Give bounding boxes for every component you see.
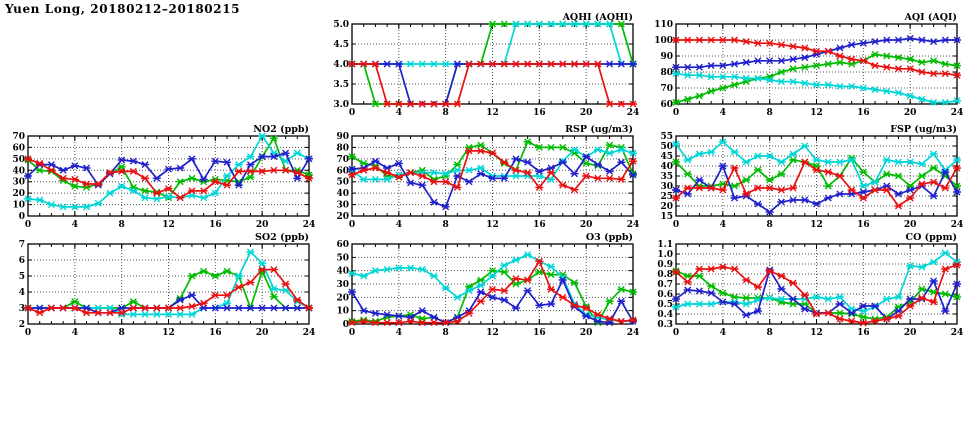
y-tick-label: 1.0 xyxy=(657,250,673,260)
y-tick-label: 50 xyxy=(336,253,349,264)
y-tick-label: 55 xyxy=(660,132,673,142)
y-tick-label: 10 xyxy=(336,306,349,317)
chart-title: SO2 (ppb) xyxy=(255,232,309,243)
x-tick-label: 16 xyxy=(857,220,870,230)
y-tick-label: 4.5 xyxy=(333,40,349,50)
y-tick-label: 20 xyxy=(336,212,349,222)
x-tick-label: 16 xyxy=(209,328,222,338)
x-tick-label: 0 xyxy=(348,220,356,230)
chart-title: O3 (ppb) xyxy=(585,232,633,243)
y-tick-label: 30 xyxy=(336,280,349,290)
x-tick-label: 24 xyxy=(950,328,964,338)
chart-aqhi xyxy=(324,10,649,118)
chart-no2 xyxy=(0,122,325,230)
y-tick-label: 45 xyxy=(660,152,673,162)
x-tick-label: 8 xyxy=(118,220,125,230)
chart-co xyxy=(648,230,973,338)
y-tick-label: 40 xyxy=(336,266,349,277)
chart-title: AQI (AQI) xyxy=(904,12,957,23)
y-tick-label: 3.0 xyxy=(333,100,349,110)
x-tick-label: 24 xyxy=(302,220,316,230)
y-tick-label: 80 xyxy=(660,68,673,78)
x-tick-label: 12 xyxy=(162,328,175,338)
y-tick-label: 50 xyxy=(660,142,673,152)
x-tick-label: 12 xyxy=(486,220,499,230)
x-tick-label: 12 xyxy=(486,108,499,118)
x-tick-label: 0 xyxy=(672,220,680,230)
y-tick-label: 10 xyxy=(12,200,25,211)
chart-title: CO (ppm) xyxy=(905,232,957,243)
y-tick-label: 15 xyxy=(660,212,673,222)
y-tick-label: 35 xyxy=(660,172,673,182)
x-tick-label: 4 xyxy=(719,220,726,230)
y-tick-label: 0.3 xyxy=(657,320,673,330)
y-tick-label: 25 xyxy=(660,192,673,202)
x-tick-label: 8 xyxy=(766,220,773,230)
y-tick-label: 0.4 xyxy=(657,310,673,320)
y-tick-label: 90 xyxy=(336,132,349,142)
x-tick-label: 24 xyxy=(950,108,964,118)
chart-svg xyxy=(0,122,325,230)
x-tick-label: 24 xyxy=(626,220,640,230)
x-tick-label: 0 xyxy=(672,328,680,338)
x-tick-label: 8 xyxy=(442,220,449,230)
chart-svg xyxy=(324,10,649,118)
y-tick-label: 80 xyxy=(336,143,349,154)
y-tick-label: 5 xyxy=(18,272,25,282)
y-tick-label: 5.0 xyxy=(333,20,349,30)
chart-o3 xyxy=(324,230,649,338)
x-tick-label: 4 xyxy=(395,108,402,118)
y-tick-label: 30 xyxy=(336,200,349,211)
y-tick-label: 70 xyxy=(12,132,25,142)
x-tick-label: 16 xyxy=(857,328,870,338)
x-tick-label: 24 xyxy=(626,108,640,118)
x-tick-label: 20 xyxy=(579,328,593,338)
y-tick-label: 40 xyxy=(660,162,673,172)
y-tick-label: 0 xyxy=(342,320,349,330)
chart-title: AQHI (AQHI) xyxy=(562,12,633,23)
y-tick-label: 70 xyxy=(336,154,349,165)
y-tick-label: 60 xyxy=(336,240,349,250)
x-tick-label: 8 xyxy=(118,328,125,338)
x-tick-label: 24 xyxy=(626,328,640,338)
chart-so2 xyxy=(0,230,325,338)
y-tick-label: 0.7 xyxy=(657,280,673,290)
y-tick-label: 0.9 xyxy=(657,260,673,270)
x-tick-label: 12 xyxy=(810,108,823,118)
y-tick-label: 60 xyxy=(660,100,673,110)
chart-title: RSP (ug/m3) xyxy=(565,124,633,135)
x-tick-label: 20 xyxy=(903,328,917,338)
x-tick-label: 4 xyxy=(719,328,726,338)
y-tick-label: 0.8 xyxy=(657,270,673,280)
x-tick-label: 16 xyxy=(857,108,870,118)
y-tick-label: 1.1 xyxy=(657,240,673,250)
x-tick-label: 8 xyxy=(442,328,449,338)
chart-svg xyxy=(648,10,973,118)
x-tick-label: 0 xyxy=(348,108,356,118)
x-tick-label: 4 xyxy=(719,108,726,118)
x-tick-label: 8 xyxy=(766,328,773,338)
y-tick-label: 60 xyxy=(336,166,349,177)
y-tick-label: 7 xyxy=(18,240,25,250)
page-title: Yuen Long, 20180212–20180215 xyxy=(5,2,241,16)
chart-aqi xyxy=(648,10,973,118)
y-tick-label: 20 xyxy=(12,189,25,200)
y-tick-label: 3.5 xyxy=(333,80,349,90)
chart-svg xyxy=(324,230,649,338)
x-tick-label: 20 xyxy=(255,328,269,338)
x-tick-label: 0 xyxy=(24,220,32,230)
y-tick-label: 40 xyxy=(336,189,349,200)
y-tick-label: 0.6 xyxy=(657,290,673,300)
x-tick-label: 8 xyxy=(766,108,773,118)
chart-rsp xyxy=(324,122,649,230)
x-tick-label: 12 xyxy=(810,328,823,338)
y-tick-label: 50 xyxy=(12,154,25,165)
x-tick-label: 4 xyxy=(71,220,78,230)
x-tick-label: 16 xyxy=(209,220,222,230)
y-tick-label: 50 xyxy=(336,177,349,188)
x-tick-label: 20 xyxy=(903,220,917,230)
x-tick-label: 20 xyxy=(579,108,593,118)
chart-svg xyxy=(324,122,649,230)
y-tick-label: 20 xyxy=(336,293,349,304)
x-tick-label: 12 xyxy=(162,220,175,230)
x-tick-label: 0 xyxy=(672,108,680,118)
x-tick-label: 24 xyxy=(950,220,964,230)
y-tick-label: 90 xyxy=(660,52,673,62)
x-tick-label: 16 xyxy=(533,328,546,338)
y-tick-label: 0.5 xyxy=(657,300,673,310)
y-tick-label: 100 xyxy=(654,36,673,46)
chart-fsp xyxy=(648,122,973,230)
x-tick-label: 0 xyxy=(348,328,356,338)
y-tick-label: 70 xyxy=(660,84,673,94)
y-tick-label: 0 xyxy=(18,212,25,222)
chart-title: FSP (ug/m3) xyxy=(890,124,957,135)
y-tick-label: 3 xyxy=(18,304,25,314)
y-tick-label: 110 xyxy=(654,20,673,30)
y-tick-label: 6 xyxy=(18,256,25,266)
y-tick-label: 4.0 xyxy=(333,60,349,70)
chart-svg xyxy=(648,230,973,338)
chart-title: NO2 (ppb) xyxy=(253,124,309,135)
y-tick-label: 40 xyxy=(12,166,25,177)
x-tick-label: 4 xyxy=(395,328,402,338)
y-tick-label: 30 xyxy=(660,182,673,192)
chart-svg xyxy=(0,230,325,338)
x-tick-label: 8 xyxy=(442,108,449,118)
y-tick-label: 2 xyxy=(18,320,25,330)
x-tick-label: 24 xyxy=(302,328,316,338)
x-tick-label: 0 xyxy=(24,328,32,338)
x-tick-label: 20 xyxy=(903,108,917,118)
x-tick-label: 20 xyxy=(255,220,269,230)
x-tick-label: 16 xyxy=(533,220,546,230)
chart-svg xyxy=(648,122,973,230)
y-tick-label: 20 xyxy=(660,202,673,212)
x-tick-label: 4 xyxy=(395,220,402,230)
x-tick-label: 12 xyxy=(486,328,499,338)
y-tick-label: 4 xyxy=(18,288,25,298)
x-tick-label: 16 xyxy=(533,108,546,118)
x-tick-label: 20 xyxy=(579,220,593,230)
x-tick-label: 4 xyxy=(71,328,78,338)
y-tick-label: 60 xyxy=(12,143,25,154)
y-tick-label: 30 xyxy=(12,177,25,188)
x-tick-label: 12 xyxy=(810,220,823,230)
